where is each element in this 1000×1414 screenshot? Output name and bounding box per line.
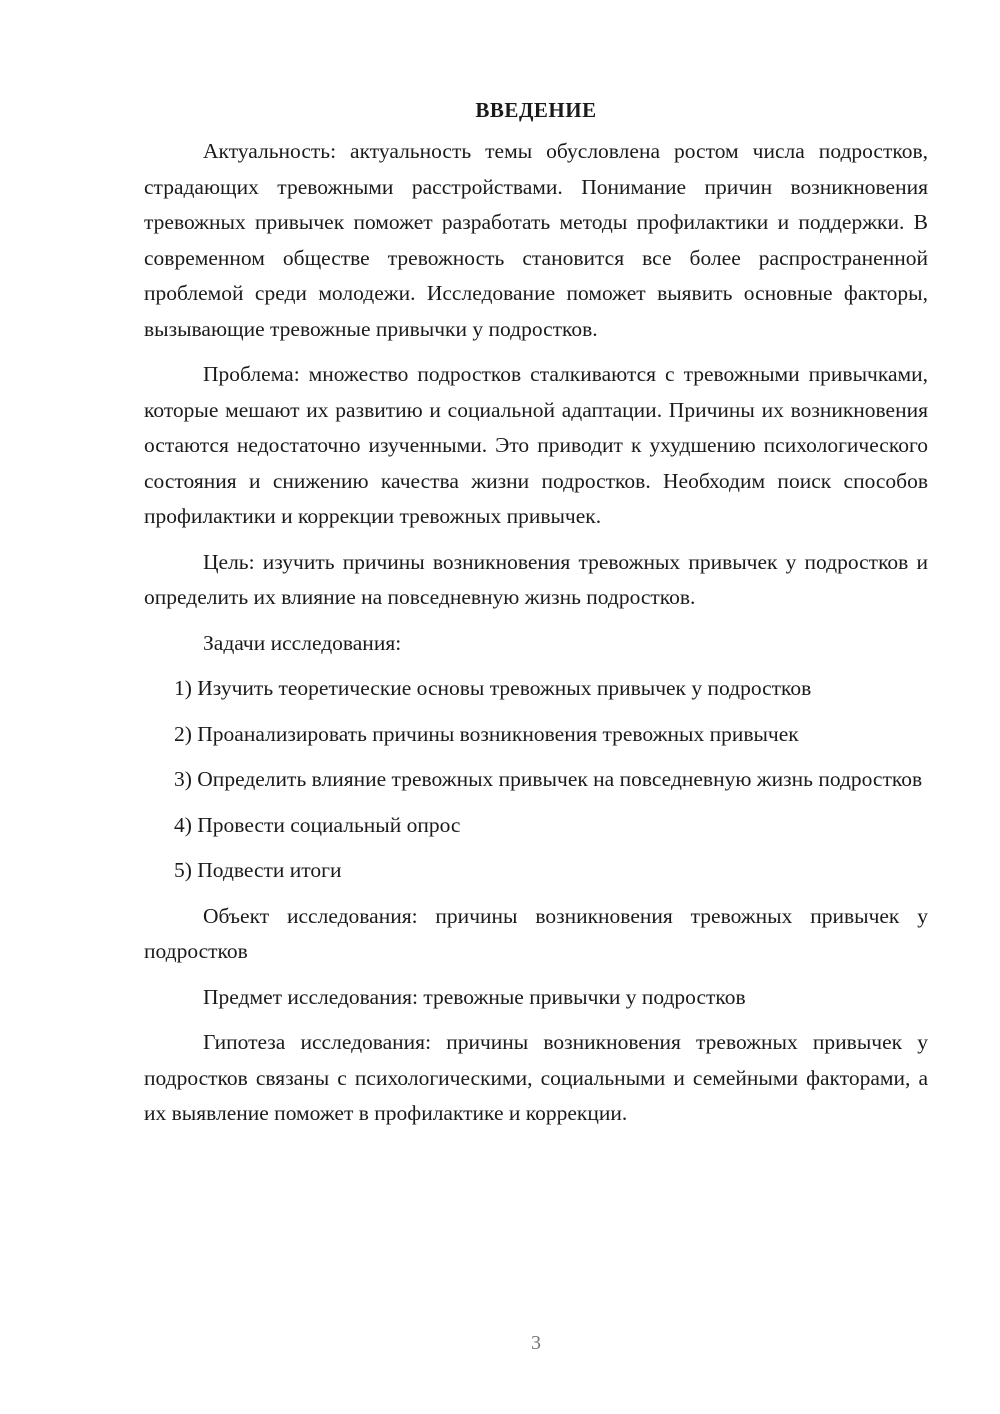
list-item: 2) Проанализировать причины возникновения тревожных привычек (174, 721, 799, 746)
tasks-list (144, 671, 928, 889)
list-item: 1) Изучить теоретические основы тревожных привычек у подростков (174, 676, 812, 700)
subject-paragraph: Предмет исследования: тревожные привычки у подростков (203, 984, 746, 1009)
page-number: 3 (531, 1332, 541, 1354)
list-item: 4) Провести социальный опрос (174, 812, 461, 837)
problem-paragraph: Проблема: множество подростков сталкиваются с тревожными привычками, которые мешают их развитию и социальной адаптации. Причины их возникновения остаются недостаточно изученными. Это приводит к ухудшению психологического состояния и снижению качества жизни подростков. Необходим поиск способов профилактики и коррекции тревожных привычек. (144, 362, 928, 528)
goal-paragraph: Цель: изучить причины возникновения тревожных привычек у подростков и определить их влияние на повседневную жизнь подростков. (144, 549, 928, 609)
object-paragraph: Объект исследования: причины возникновения тревожных привычек у подростков (144, 903, 928, 963)
list-item: 5) Подвести итоги (174, 858, 342, 882)
list-item: 3) Определить влияние тревожных привычек на повседневную жизнь подростков (174, 767, 923, 791)
hypothesis-paragraph: Гипотеза исследования: причины возникновения тревожных привычек у подростков связаны с психологическими, социальными и семейными факторами, а их выявление поможет в профилактике и коррекции. (144, 1030, 928, 1125)
relevance-paragraph: Актуальность: актуальность темы обусловлена ростом числа подростков, страдающих тревожными расстройствами. Понимание причин возникновения тревожных привычек поможет разработать методы профилактики и поддержки. В современном обществе тревожность становится все более распространенной проблемой среди молодежи. Исследование поможет выявить основные факторы, вызывающие тревожные привычки у подростков. (144, 139, 928, 341)
page-title: ВВЕДЕНИЕ (475, 98, 597, 122)
tasks-heading: Задачи исследования: (203, 630, 402, 655)
document-page (144, 92, 928, 1142)
